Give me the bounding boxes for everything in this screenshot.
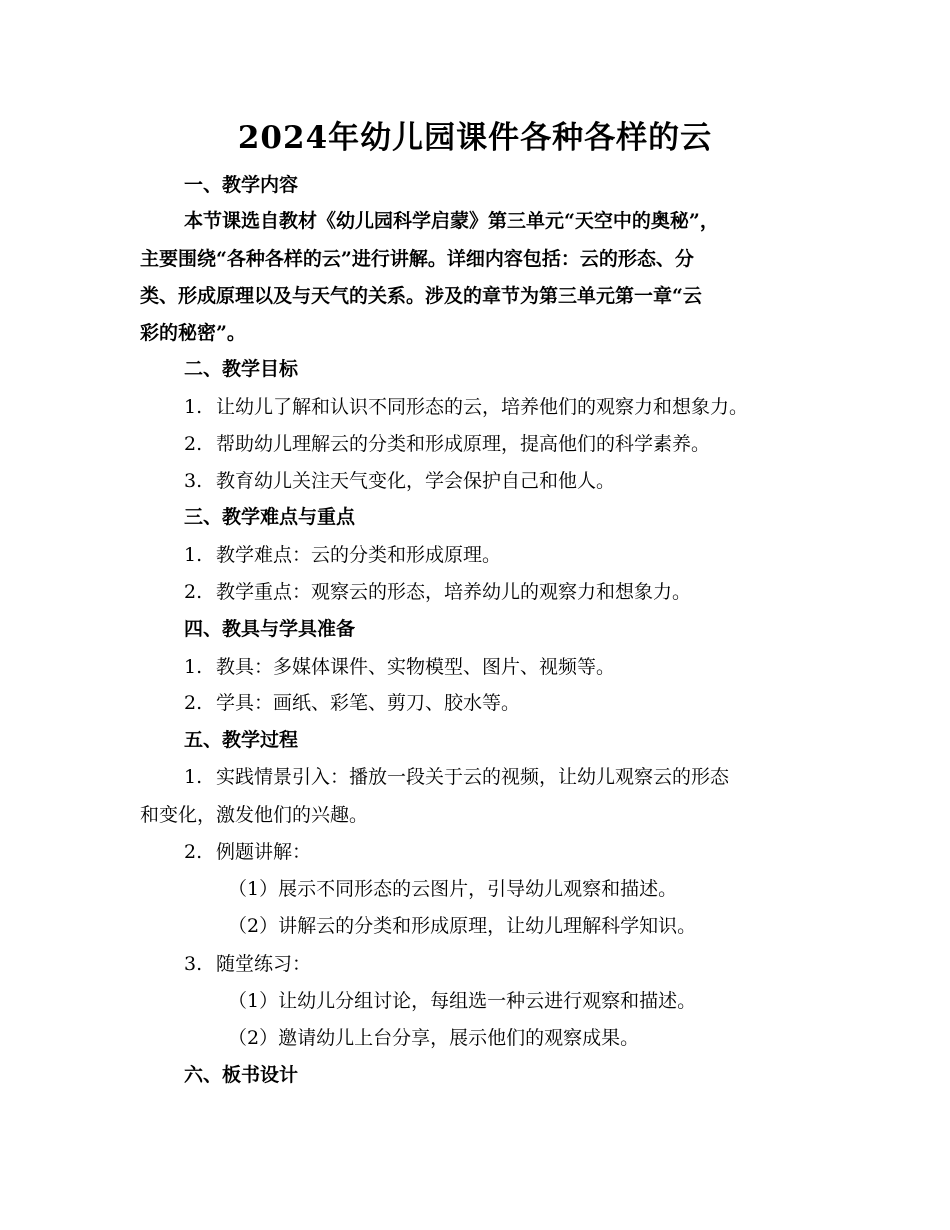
section-heading-content: 一、教学内容 xyxy=(184,174,299,196)
section-heading-difficulties: 三、教学难点与重点 xyxy=(184,506,356,528)
list-item xyxy=(184,398,748,417)
paragraph-line: 主要围绕“各种各样的云”进行讲解。详细内容包括：云的形态、分 xyxy=(140,248,694,270)
item-text: 实践情景引入：播放一段关于云的视频，让幼儿观察云的形态 xyxy=(216,766,730,788)
paragraph-line: 彩的秘密”。 xyxy=(140,322,246,344)
item-text: 教育幼儿关注天气变化，学会保护自己和他人。 xyxy=(216,470,616,492)
list-item xyxy=(184,472,615,491)
paragraph-line: 类、形成原理以及与天气的关系。涉及的章节为第三单元第一章“云 xyxy=(140,285,702,307)
item-text: 让幼儿了解和认识不同形态的云，培养他们的观察力和想象力。 xyxy=(216,396,749,418)
item-text: 例题讲解： xyxy=(216,841,312,863)
section-heading-materials: 四、教具与学具准备 xyxy=(184,618,356,640)
item-text: 教学难点：云的分类和形成原理。 xyxy=(216,544,502,566)
item-number: 2. xyxy=(184,433,203,455)
item-text: 随堂练习： xyxy=(216,953,312,975)
list-item-continuation: 和变化，激发他们的兴趣。 xyxy=(140,804,369,826)
item-number: 1. xyxy=(184,396,203,418)
list-item xyxy=(184,658,615,677)
section-heading-process: 五、教学过程 xyxy=(184,729,299,751)
item-text: 学具：画纸、彩笔、剪刀、胶水等。 xyxy=(216,692,521,714)
section-heading-goals: 二、教学目标 xyxy=(184,358,299,380)
section-heading-board: 六、板书设计 xyxy=(184,1064,299,1086)
item-text: 教具：多媒体课件、实物模型、图片、视频等。 xyxy=(216,656,616,678)
item-number: 3. xyxy=(184,470,203,492)
sub-item: （2）邀请幼儿上台分享，展示他们的观察成果。 xyxy=(228,1027,640,1049)
sub-item: （1）展示不同形态的云图片，引导幼儿观察和描述。 xyxy=(228,878,678,900)
list-item xyxy=(184,435,710,454)
sub-item: （2）讲解云的分类和形成原理，让幼儿理解科学知识。 xyxy=(228,915,697,937)
list-item xyxy=(184,768,729,787)
item-text: 帮助幼儿理解云的分类和形成原理，提高他们的科学素养。 xyxy=(216,433,711,455)
list-item xyxy=(184,546,501,565)
item-number: 3. xyxy=(184,953,203,975)
item-number: 2. xyxy=(184,692,203,714)
list-item xyxy=(184,694,520,713)
item-number: 1. xyxy=(184,544,203,566)
item-number: 1. xyxy=(184,656,203,678)
sub-item: （1）让幼儿分组讨论，每组选一种云进行观察和描述。 xyxy=(228,990,697,1012)
item-number: 1. xyxy=(184,766,203,788)
list-item xyxy=(184,843,311,862)
list-item xyxy=(184,955,311,974)
document-title: 2024年幼儿园课件各种各样的云 xyxy=(237,120,713,156)
list-item xyxy=(184,583,691,602)
item-number: 2. xyxy=(184,581,203,603)
item-text: 教学重点：观察云的形态，培养幼儿的观察力和想象力。 xyxy=(216,581,692,603)
paragraph-line: 本节课选自教材《幼儿园科学启蒙》第三单元“天空中的奥秘”， xyxy=(184,210,719,232)
item-number: 2. xyxy=(184,841,203,863)
